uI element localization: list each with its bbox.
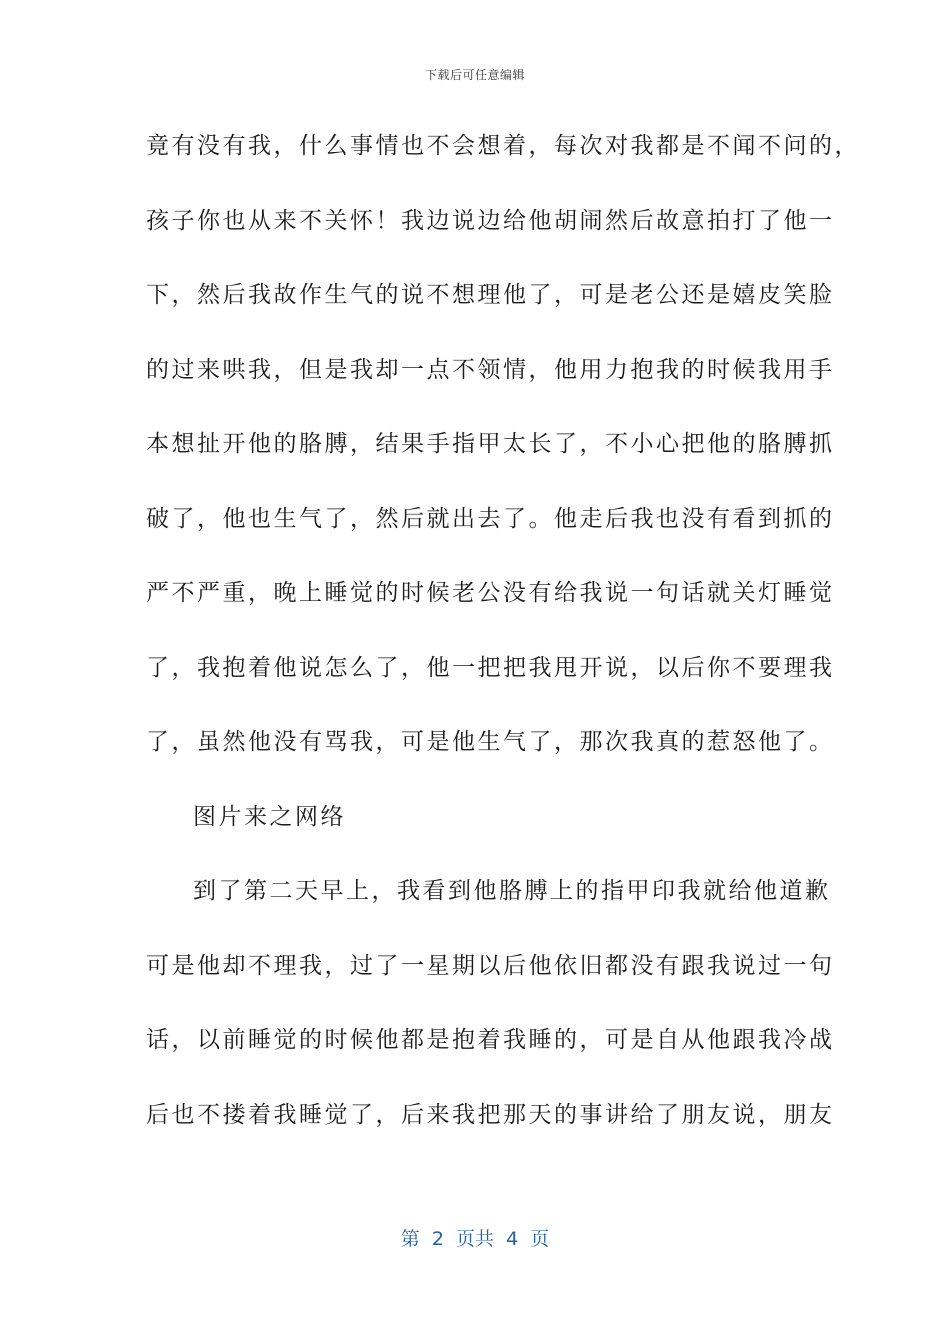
image-caption: 图片来之网络 <box>193 803 346 830</box>
text-line: 竟有没有我，什么事情也不会想着，每次对我都是不闻不问的， <box>146 133 860 159</box>
text-line: 孩子你也从来不关怀！我边说边给他胡闹然后故意拍打了他一 <box>146 207 835 234</box>
text-line: 可是他却不理我，过了一星期以后他依旧都没有跟我说过一句 <box>146 952 835 979</box>
text-line: 破了，他也生气了，然后就出去了。他走后我也没有看到抓的 <box>146 505 835 532</box>
document-body <box>146 119 860 1162</box>
text-line: 话，以前睡觉的时候他都是抱着我睡的，可是自从他跟我冷战 <box>146 1027 835 1053</box>
text-line: 下，然后我故作生气的说不想理他了，可是老公还是嬉皮笑脸 <box>146 282 835 308</box>
text-line: 了，我抱着他说怎么了，他一把把我甩开说，以后你不要理我 <box>146 654 835 681</box>
text-line: 严不严重，晚上睡觉的时候老公没有给我说一句话就关灯睡觉 <box>146 580 835 606</box>
page-number-footer: 第 2 页共 4 页 <box>400 1228 550 1250</box>
text-line: 的过来哄我，但是我却一点不领情，他用力抱我的时候我用手 <box>146 356 835 383</box>
page-header: 下载后可任意编辑 <box>424 68 525 82</box>
text-line: 了，虽然他没有骂我，可是他生气了，那次我真的惹怒他了。 <box>146 729 835 755</box>
text-line: 后也不搂着我睡觉了，后来我把那天的事讲给了朋友说，朋友 <box>146 1101 835 1128</box>
text-line: 本想扯开他的胳膊，结果手指甲太长了，不小心把他的胳膊抓 <box>146 431 835 457</box>
paragraph-start-line: 到了第二天早上，我看到他胳膊上的指甲印我就给他道歉 <box>193 878 831 904</box>
